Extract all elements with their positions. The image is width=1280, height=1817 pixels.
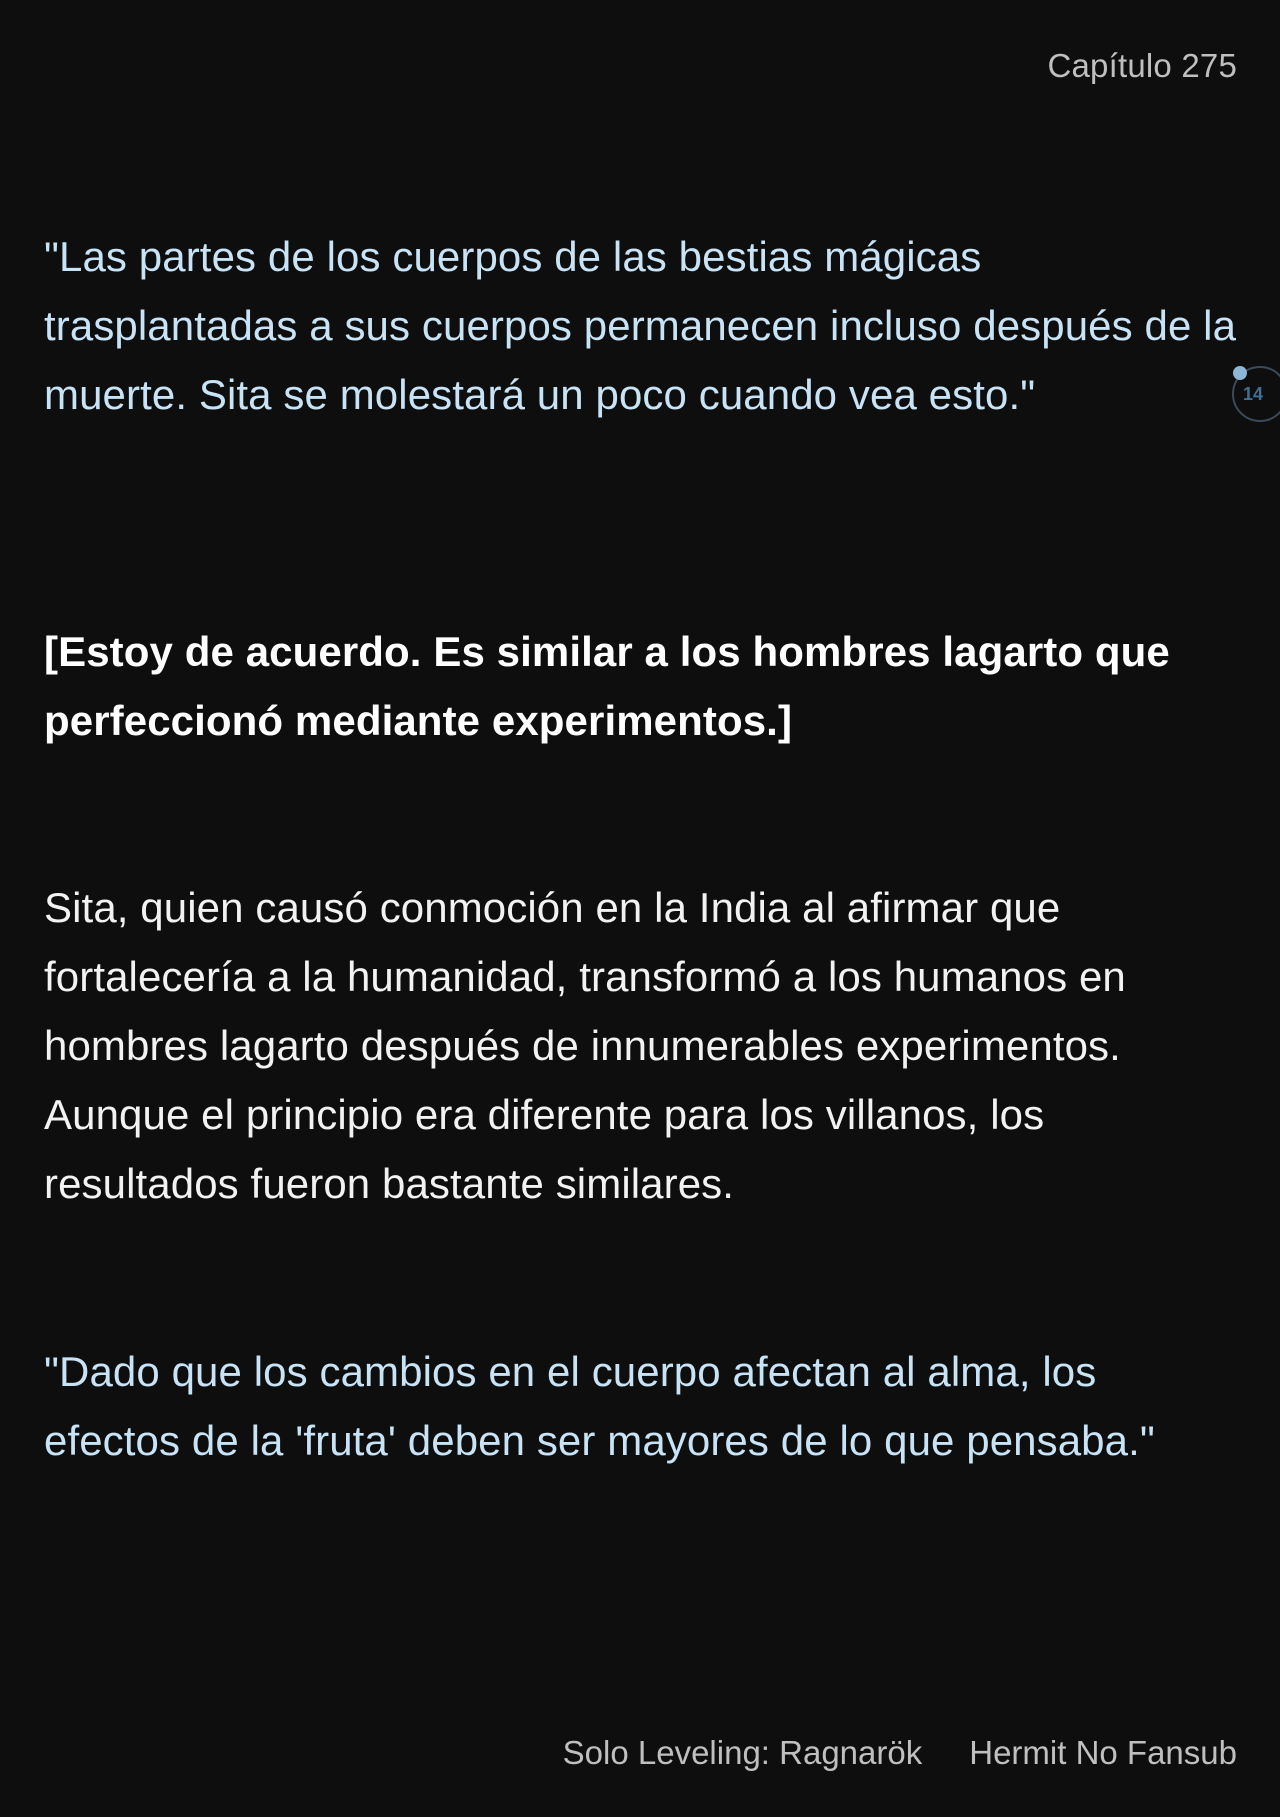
reading-progress-bubble[interactable]: 14 — [1232, 366, 1280, 422]
narration-paragraph: Sita, quien causó conmoción en la India al afirmar que fortalecería a la humanidad, transformó a los humanos en hombres lagarto después de innumerables experimentos. Aunque el principio era diferente para los villanos, los resultados fueron bastante similares. — [44, 884, 1126, 1207]
footer — [563, 1731, 1237, 1775]
system-message-paragraph: [Estoy de acuerdo. Es similar a los hombres lagarto que perfeccionó mediante experimentos.] — [44, 628, 1170, 744]
chapter-label: Capítulo 275 — [1047, 47, 1237, 84]
progress-indicator-dot-icon — [1233, 366, 1247, 380]
dialogue-paragraph-1: "Las partes de los cuerpos de las bestias mágicas trasplantadas a sus cuerpos permanecen incluso después de la muerte. Sita se molestará un poco cuando vea esto." — [44, 233, 1237, 418]
dialogue-paragraph-2: "Dado que los cambios en el cuerpo afectan al alma, los efectos de la 'fruta' deben ser mayores de lo que pensaba." — [44, 1348, 1155, 1464]
novel-title: Solo Leveling: Ragnarök — [562, 1734, 923, 1771]
translator-credit: Hermit No Fansub — [969, 1734, 1237, 1771]
